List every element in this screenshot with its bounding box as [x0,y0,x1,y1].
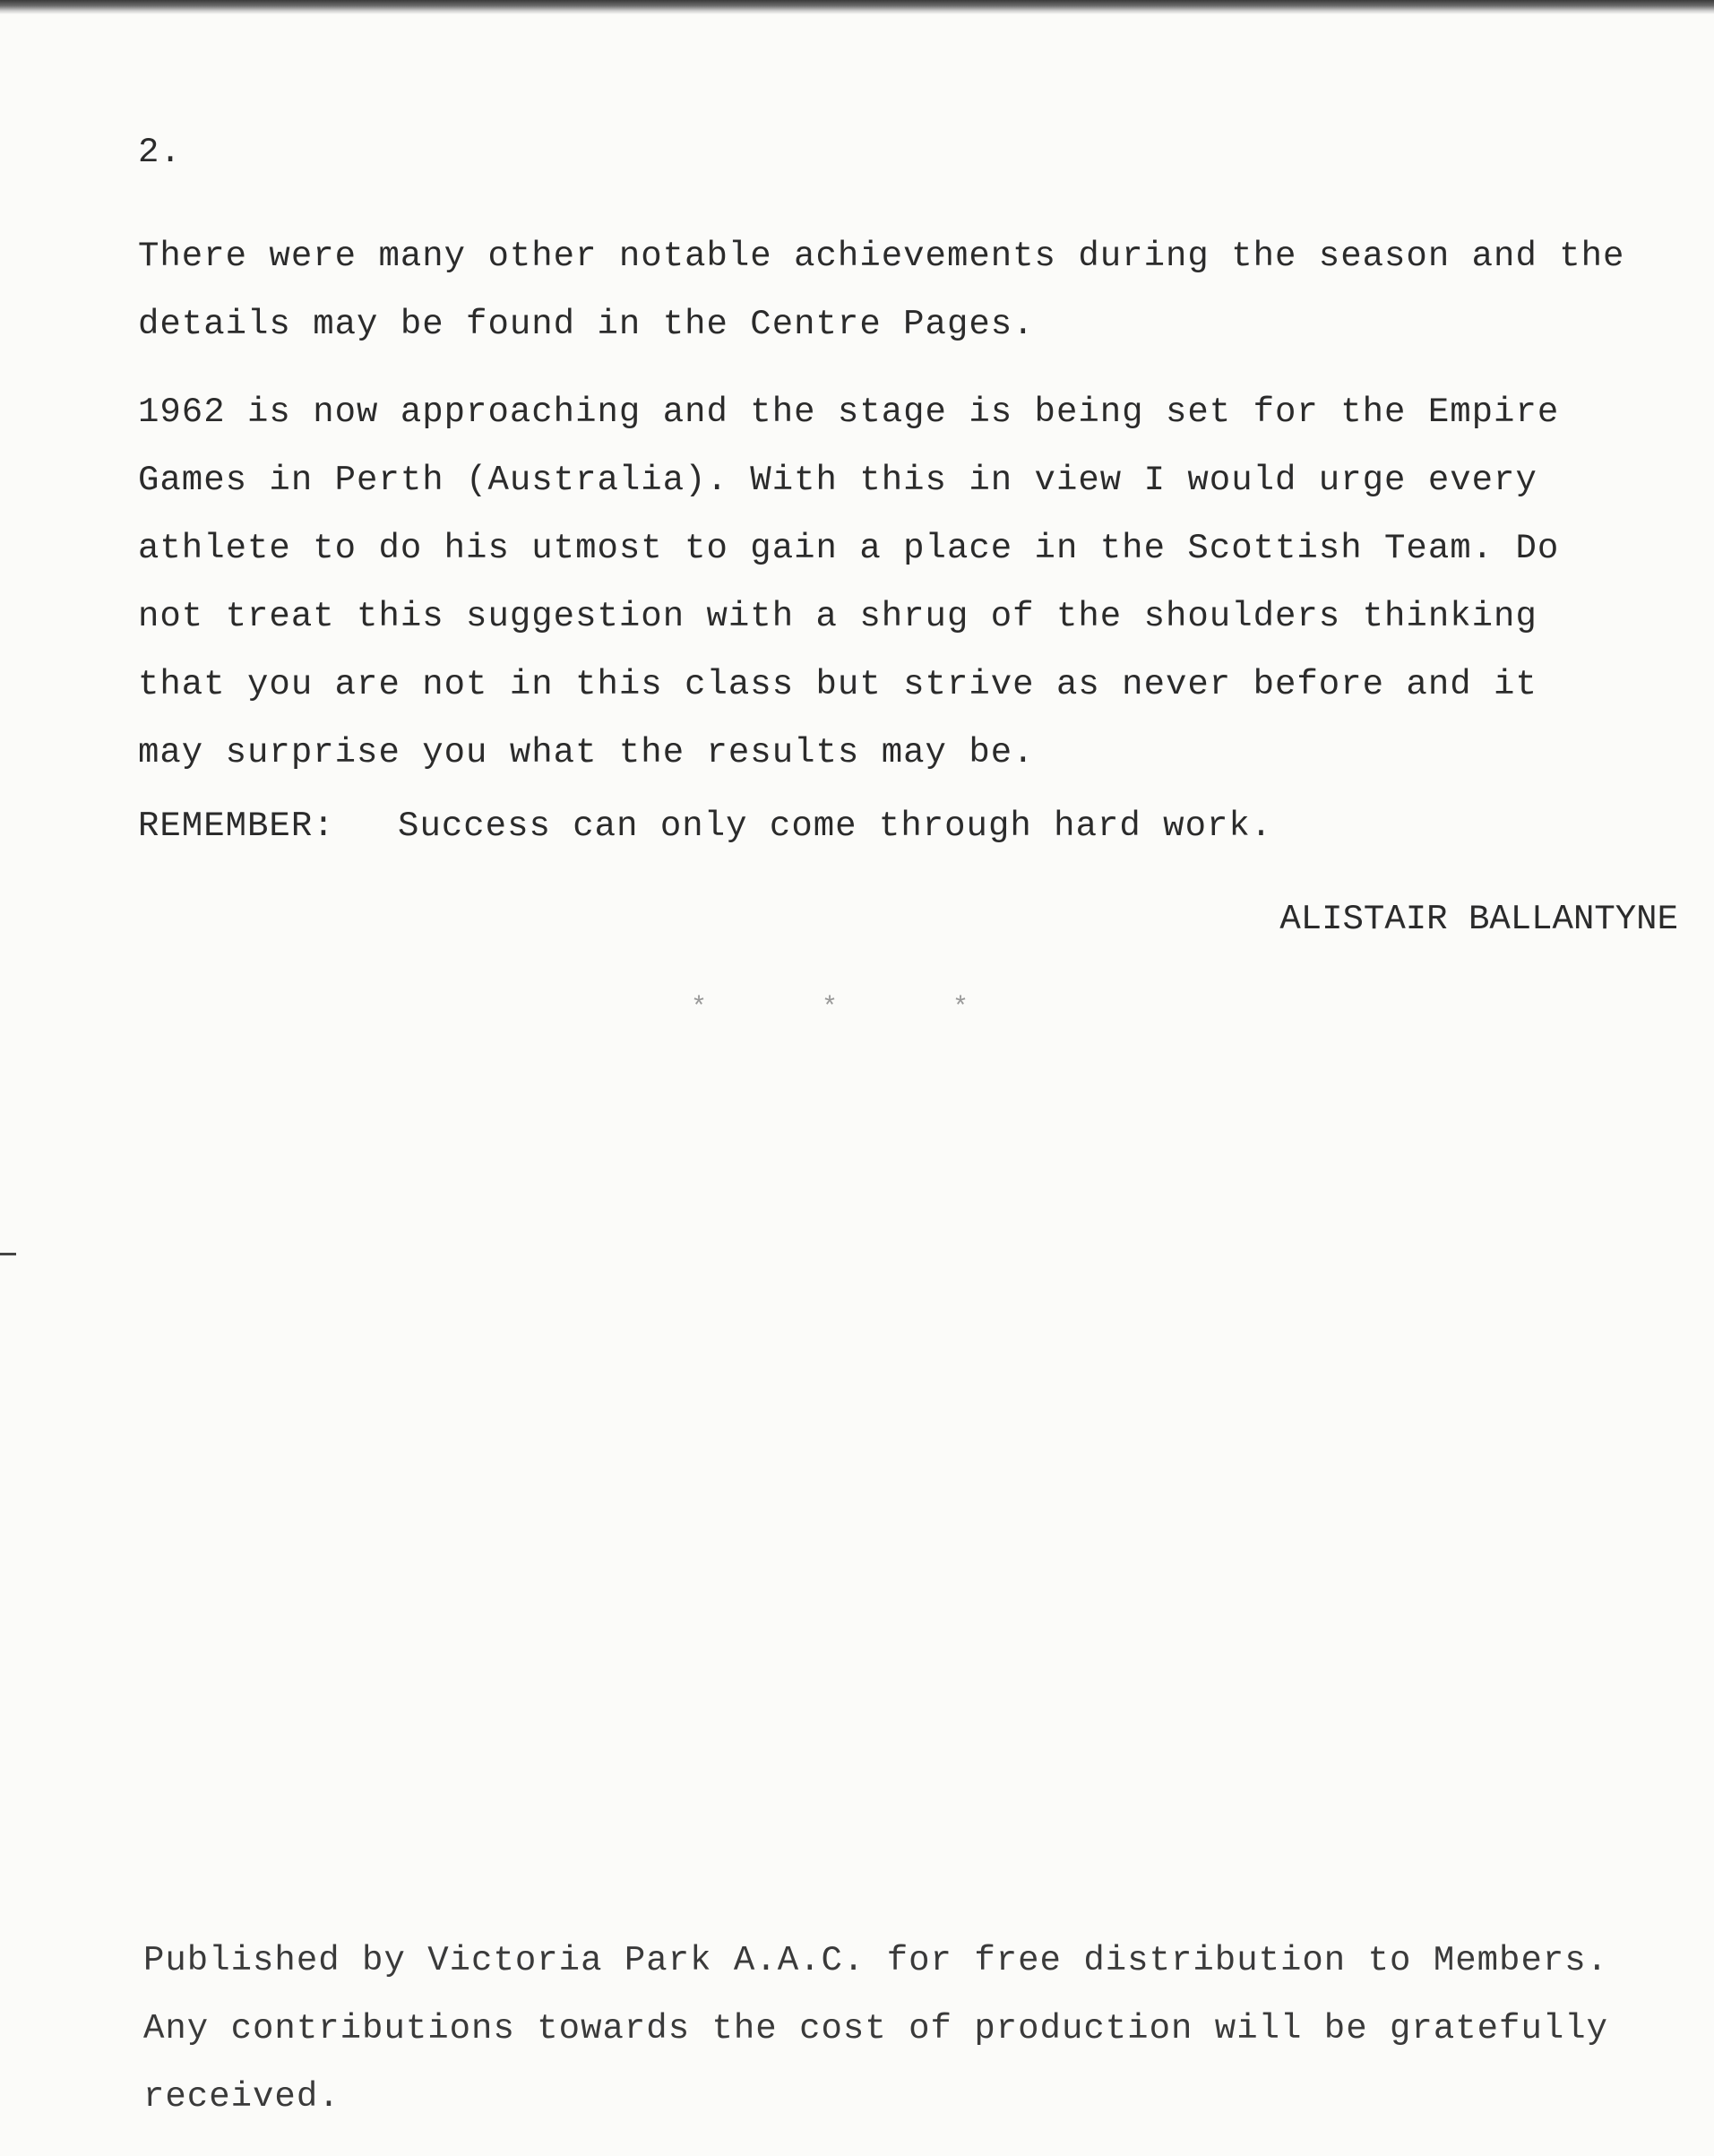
separator-star: * [822,993,839,1023]
separator-star: * [690,993,707,1023]
footer-line: Published by Victoria Park A.A.C. for free distribution to Members. [143,1941,1609,1980]
paragraph-line: 1962 is now approaching and the stage is being set for the Empire [138,392,1560,432]
paragraph-empire-games [138,378,1679,787]
scan-left-mark [0,1253,16,1255]
remember-label: REMEMBER: [138,806,335,846]
paragraph-line: Games in Perth (Australia). With this in view I would urge every [138,461,1537,500]
section-separator [642,993,1018,1023]
remember-text: Success can only come through hard work. [398,806,1273,846]
paragraph-line: may surprise you what the results may be. [138,733,1035,772]
scan-top-edge [0,0,1714,14]
paragraph-line: that you are not in this class but strive as never before and it [138,665,1537,704]
publisher-footer [143,1927,1608,2131]
paragraph-line: athlete to do his utmost to gain a place in the Scottish Team. Do [138,529,1560,568]
paragraph-line: There were many other notable achievements during the season and the [138,237,1625,276]
paragraph-line: not treat this suggestion with a shrug of the shoulders thinking [138,597,1537,636]
page-number: 2. [138,133,182,172]
footer-line: Any contributions towards the cost of production will be gratefully [143,2009,1609,2048]
paragraph-achievements [138,222,1679,358]
paragraph-line: details may be found in the Centre Pages. [138,305,1035,344]
separator-star: * [952,993,969,1023]
author-signature: ALISTAIR BALLANTYNE [1279,900,1678,939]
remember-note [138,806,1272,846]
footer-line: received. [143,2077,340,2117]
